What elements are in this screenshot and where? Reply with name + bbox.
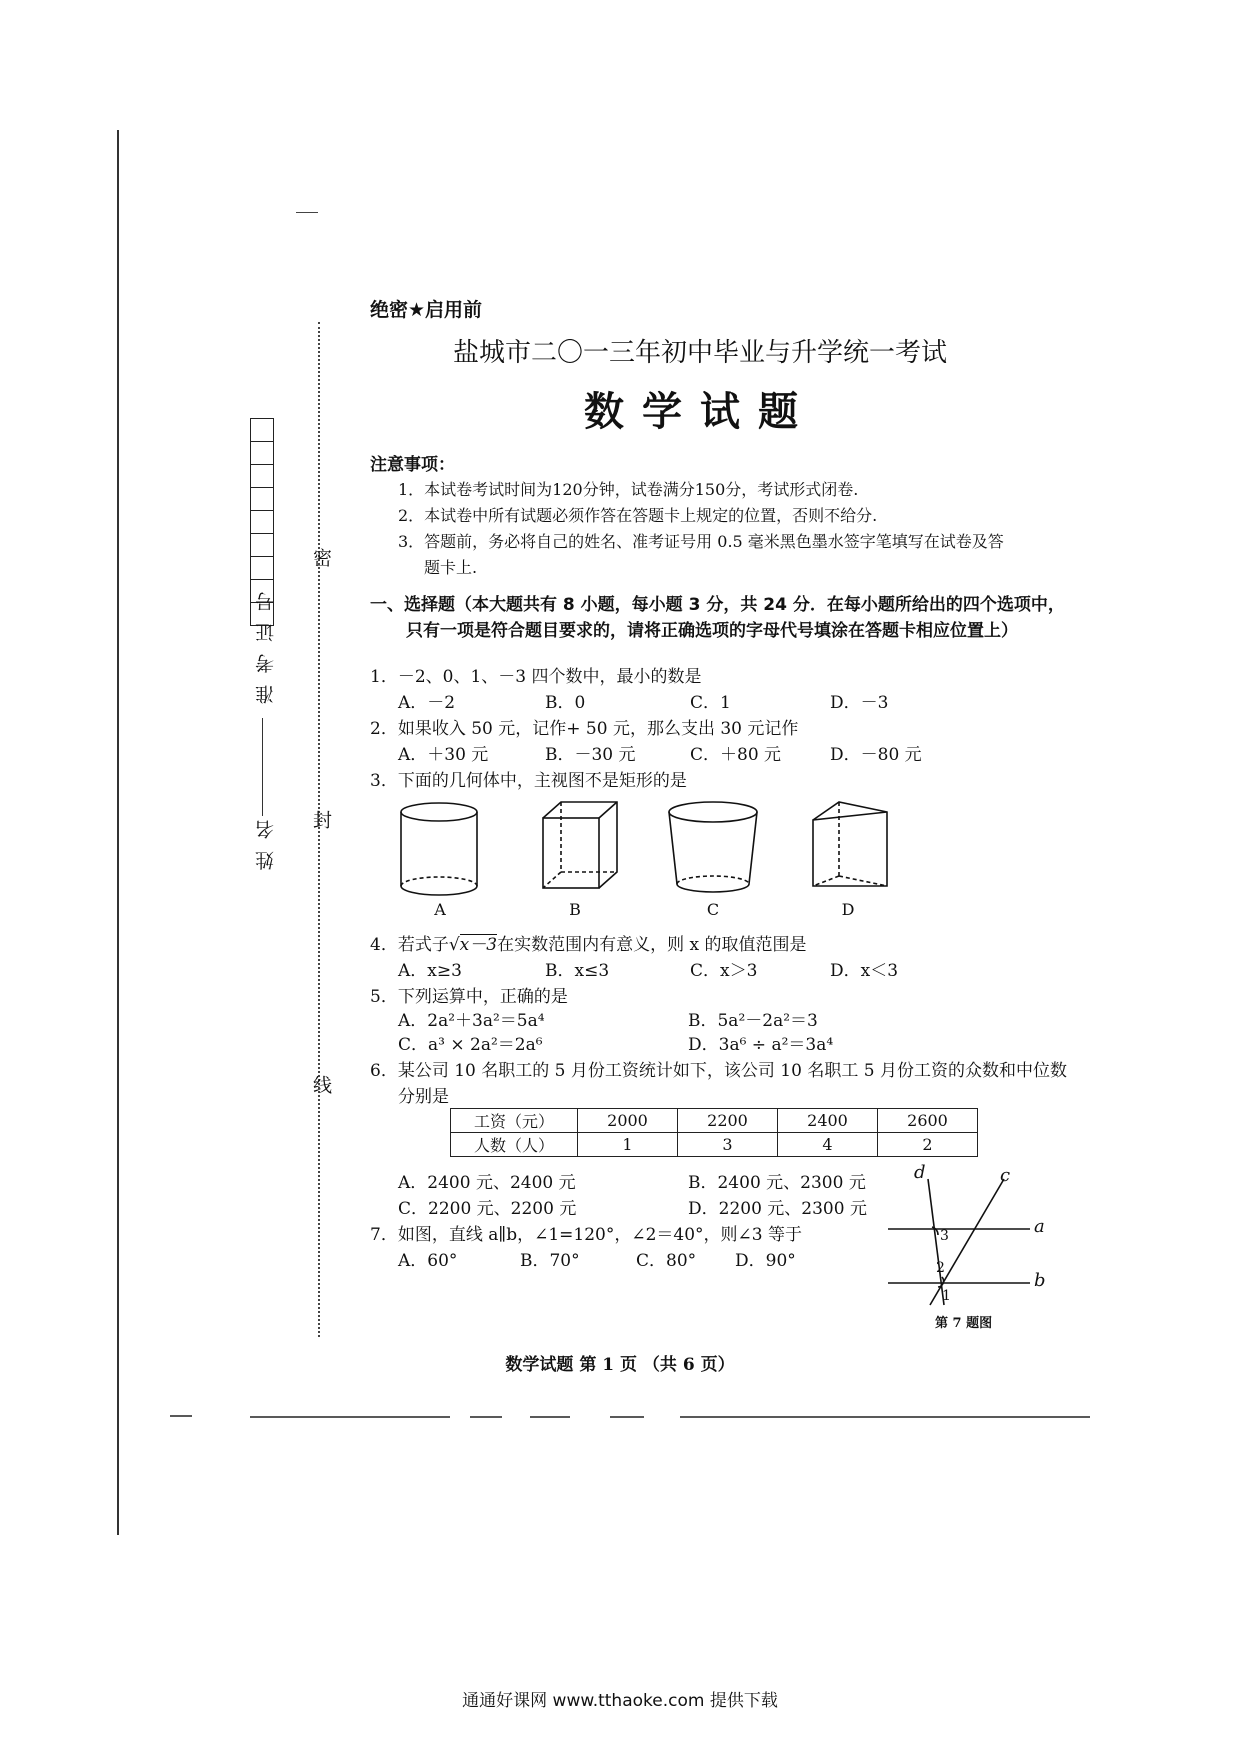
exam-title: 盐城市二〇一三年初中毕业与升学统一考试 [452,338,947,368]
q6-option-a[interactable]: A．2400 元、2400 元 [398,1173,576,1193]
q7-angle-1: 1 [942,1288,951,1304]
q6-option-c[interactable]: C．2200 元、2200 元 [398,1199,577,1219]
seal-char-xian: 线 [310,1075,332,1106]
fold-line [170,1414,1090,1420]
q4-radicand: x－3 [459,935,498,955]
q5-stem: 5．下列运算中，正确的是 [370,987,568,1007]
q1-option-a[interactable]: A．－2 [398,693,456,713]
seal-char-feng: 封 [310,810,332,841]
q7-option-b[interactable]: B．70° [520,1251,580,1271]
top-dash-mark [296,212,318,213]
q7-label-d: d [914,1162,926,1183]
note-item: 2．本试卷中所有试题必须作答在答题卡上规定的位置，否则不给分. [398,506,878,525]
q2-option-a[interactable]: A．＋30 元 [398,745,489,765]
q5-option-c[interactable]: C．a³ × 2a²＝2a⁶ [398,1035,543,1055]
q7-label-c: c [1000,1165,1011,1186]
q1-stem: 1．－2、0、1、－3 四个数中，最小的数是 [370,667,702,687]
table-cell: 2600 [878,1109,978,1133]
section-heading-line1: 一、选择题（本大题共有 8 小题，每小题 3 分，共 24 分．在每小题所给出的四个选项中， [370,595,1065,615]
table-cell: 2400 [778,1109,878,1133]
table-cell: 4 [778,1133,878,1157]
q7-stem: 7．如图，直线 a∥b，∠1=120°，∠2＝40°，则∠3 等于 [370,1225,802,1245]
q7-figure-caption: 第 7 题图 [935,1316,993,1331]
note-item: 题卡上. [424,558,478,577]
q4-option-c[interactable]: C．x＞3 [690,961,758,981]
download-credit: 通通好课网 www.tthaoke.com 提供下载 [462,1691,778,1711]
page-footer: 数学试题 第 1 页 （共 6 页） [505,1355,735,1375]
table-cell: 工资（元） [451,1109,578,1133]
binding-rule [117,130,119,1535]
table-cell: 2200 [678,1109,778,1133]
name-label: 姓名 [255,808,277,870]
q6-stem-line1: 6．某公司 10 名职工的 5 月份工资统计如下，该公司 10 名职工 5 月份工资的众数和中位数 [370,1061,1067,1081]
cylinder-solid [401,803,477,895]
q5-option-d[interactable]: D．3a⁶ ÷ a²＝3a⁴ [688,1035,834,1055]
table-cell: 人数（人） [451,1133,578,1157]
section-heading [370,592,1070,644]
q5-option-a[interactable]: A．2a²＋3a²＝5a⁴ [398,1011,545,1031]
prism-solid [813,802,887,886]
q4-stem [370,930,806,955]
q3-label-d[interactable]: D [841,900,855,919]
cuboid-solid [543,802,617,888]
q3-solids-figure [395,798,915,906]
q3-stem: 3．下面的几何体中，主视图不是矩形的是 [370,771,687,791]
q4-option-d[interactable]: D．x＜3 [830,961,899,981]
table-cell: 1 [578,1133,678,1157]
subject-title: 数学试题 [584,388,816,435]
notes-heading: 注意事项： [370,455,455,475]
q6-option-d[interactable]: D．2200 元、2300 元 [688,1199,867,1219]
table-cell: 2000 [578,1109,678,1133]
q6-stem-line2: 分别是 [398,1087,449,1107]
q7-angle-2: 2 [936,1260,945,1276]
q4-stem-pre: 4．若式子 [370,935,449,955]
note-item: 1．本试卷考试时间为120分钟，试卷满分150分，考试形式闭卷. [398,480,859,499]
q3-label-a[interactable]: A [434,900,446,919]
q4-stem-post: 在实数范围内有意义，则 x 的取值范围是 [497,935,807,955]
q3-label-b[interactable]: B [569,900,581,919]
q7-option-d[interactable]: D．90° [735,1251,796,1271]
q7-label-a: a [1034,1216,1045,1237]
table-row [451,1133,978,1157]
section-heading-line2: 只有一项是符合题目要求的，请将正确选项的字母代号填涂在答题卡相应位置上） [406,621,1018,641]
q4-option-a[interactable]: A．x≥3 [398,961,462,981]
exam-number-label: 准考证号 [255,580,277,704]
q1-option-b[interactable]: B．0 [545,693,586,713]
sqrt-sign: √ [448,935,460,955]
name-write-line[interactable] [262,718,263,816]
table-cell: 3 [678,1133,778,1157]
q6-option-b[interactable]: B．2400 元、2300 元 [688,1173,866,1193]
q7-label-b: b [1034,1270,1046,1291]
q2-option-c[interactable]: C．＋80 元 [690,745,782,765]
q1-option-c[interactable]: C．1 [690,693,731,713]
q4-option-b[interactable]: B．x≤3 [545,961,610,981]
q1-option-d[interactable]: D．－3 [830,693,889,713]
q2-option-b[interactable]: B．－30 元 [545,745,636,765]
table-cell: 2 [878,1133,978,1157]
seal-char-mi: 密 [310,548,332,579]
q7-parallel-lines-figure [880,1165,1060,1315]
q7-option-c[interactable]: C．80° [636,1251,697,1271]
q6-wage-table [450,1108,978,1157]
q7-angle-3: 3 [940,1228,949,1244]
q2-stem: 2．如果收入 50 元，记作+ 50 元，那么支出 30 元记作 [370,719,799,739]
frustum-solid [669,802,757,892]
note-item: 3．答题前，务必将自己的姓名、准考证号用 0.5 毫米黑色墨水签字笔填写在试卷及答 [398,532,1004,551]
q3-label-c[interactable]: C [706,900,720,919]
table-row [451,1109,978,1133]
confidential-mark: 绝密★启用前 [370,299,483,321]
q2-option-d[interactable]: D．－80 元 [830,745,922,765]
q5-option-b[interactable]: B．5a²－2a²＝3 [688,1011,818,1031]
q7-option-a[interactable]: A．60° [398,1251,458,1271]
